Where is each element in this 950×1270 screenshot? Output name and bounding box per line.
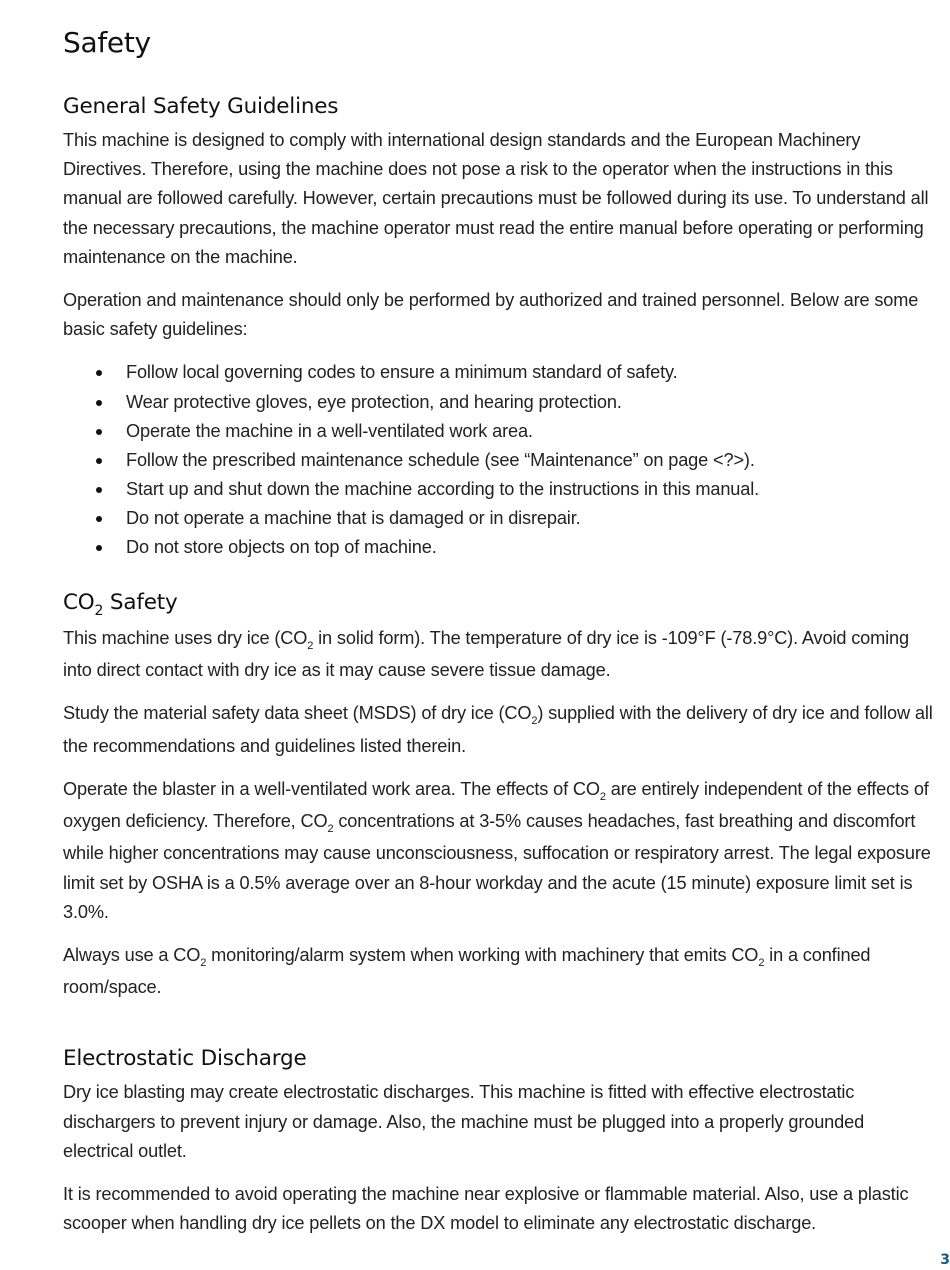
co2-safety-heading	[63, 588, 933, 620]
co2-paragraph-1: This machine uses dry ice ($CO_2$ in solid form). The temperature of dry ice is -109°F (-78.9°C). Avoid coming into direct contact with dry ice as it may cause severe tissue damage.	[63, 628, 909, 681]
list-item: Operate the machine in a well-ventilated work area.	[63, 417, 933, 446]
page-title: Safety	[63, 26, 151, 59]
esd-paragraph-2: It is recommended to avoid operating the machine near explosive or flammable material. Also, use a plastic scooper when handling dry ice pellets on the DX model to eliminate any electrostatic discharge.	[63, 1183, 909, 1234]
co2-heading-suffix: Safety	[103, 590, 178, 616]
list-item: Follow the prescribed maintenance schedule (see “Maintenance” on page <?>).	[63, 446, 933, 475]
esd-heading: Electrostatic Discharge	[63, 1046, 307, 1072]
list-item: Do not store objects on top of machine.	[63, 533, 933, 562]
co2-paragraph-2: Study the material safety data sheet (MSDS) of dry ice $(CO_2)$ supplied with the delivery of dry ice and follow all the recommendations and guidelines listed therein.	[63, 703, 933, 756]
document-page	[63, 0, 933, 1238]
co2-paragraph-4: Always use a $CO_2$ monitoring/alarm system when working with machinery that emits $CO_2$ in a confined room/space.	[63, 944, 871, 998]
list-item: Do not operate a machine that is damaged or in disrepair.	[63, 504, 933, 533]
list-item: Start up and shut down the machine according to the instructions in this manual.	[63, 475, 933, 504]
esd-paragraph-1: Dry ice blasting may create electrostatic discharges. This machine is fitted with effective electrostatic dischargers to prevent injury or damage. Also, the machine must be plugged into a properly grounded electrical outlet.	[63, 1082, 865, 1161]
page-number: 3	[940, 1252, 950, 1268]
general-safety-paragraph-2: Operation and maintenance should only be performed by authorized and trained personnel. Below are some basic safety guidelines:	[63, 290, 919, 340]
safety-guidelines-list	[63, 358, 933, 562]
general-safety-paragraph-1: This machine is designed to comply with international design standards and the European Machinery Directives. Therefore, using the machine does not pose a risk to the operator when the instructions in this manual are followed carefully. However, certain precautions must be followed during its use. To understand all the necessary precautions, the machine operator must read the entire manual before operating or performing maintenance on the machine.	[63, 130, 929, 267]
list-item: Follow local governing codes to ensure a minimum standard of safety.	[63, 358, 933, 387]
co2-heading-subscript: 2	[94, 603, 104, 620]
list-item: Wear protective gloves, eye protection, and hearing protection.	[63, 388, 933, 417]
general-safety-heading: General Safety Guidelines	[63, 94, 339, 119]
co2-heading-text: CO	[63, 590, 95, 616]
co2-paragraph-3: Operate the blaster in a well-ventilated work area. The effects of $CO_2$ are entirely independent of the effects of oxygen deficiency. Therefore, $CO_2$ concentrations at 3-5% causes headaches, fast breathing and discomfort while higher concentrations may cause unconsciousness, suffocation or respiratory arrest. The legal exposure limit set by OSHA is a 0.5% average over an 8-hour workday and the acute (15 minute) exposure limit set is 3.0%.	[63, 778, 931, 922]
